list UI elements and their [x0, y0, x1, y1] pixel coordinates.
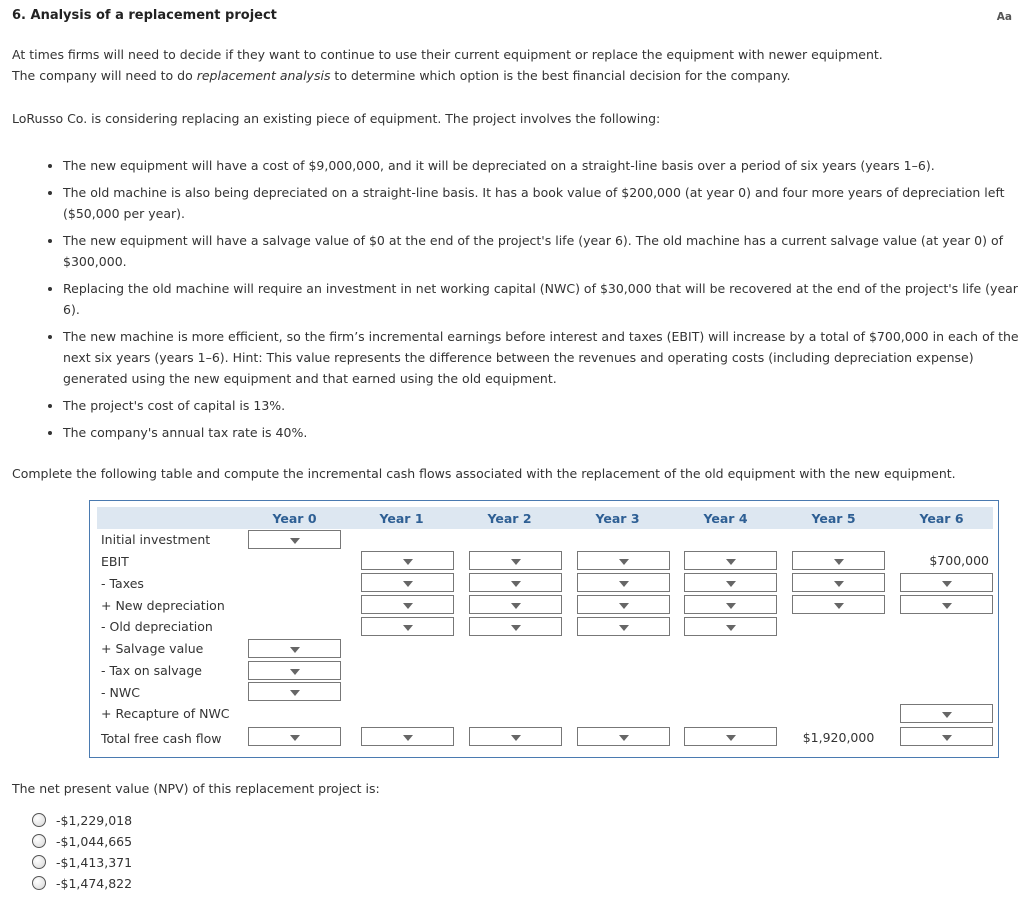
- row-label-recapture-nwc: + Recapture of NWC: [101, 706, 230, 721]
- intro-text: [12, 44, 883, 86]
- radio-button[interactable]: [32, 834, 46, 848]
- dropdown-initial-investment-year-0[interactable]: [248, 530, 341, 549]
- dropdown-new-depreciation-year-4[interactable]: [684, 595, 777, 614]
- list-item: • The company's annual tax rate is 40%.: [63, 422, 1024, 443]
- dropdown-taxes-year-4[interactable]: [684, 573, 777, 592]
- header-year-0: Year 0: [272, 511, 317, 526]
- header-year-4: Year 4: [703, 511, 748, 526]
- row-label-old-depreciation: - Old depreciation: [101, 619, 213, 634]
- instruction-text: Complete the following table and compute the incremental cash flows associated with the replacement of the old equipment with the new equipment.: [12, 466, 956, 481]
- header-year-6: Year 6: [919, 511, 964, 526]
- npv-option-3[interactable]: [32, 853, 132, 871]
- dropdown-new-depreciation-year-2[interactable]: [469, 595, 562, 614]
- row-label-taxes: - Taxes: [101, 576, 144, 591]
- row-label-ebit: EBIT: [101, 554, 129, 569]
- dropdown-ebit-year-5[interactable]: [792, 551, 885, 570]
- row-label-nwc: - NWC: [101, 685, 140, 700]
- dropdown-old-depreciation-year-2[interactable]: [469, 617, 562, 636]
- dropdown-total-fcf-year-1[interactable]: [361, 727, 454, 746]
- list-item: • The old machine is also being depreciated on a straight-line basis. It has a book value of $200,000 (at year 0) and four more years of depreciation left ($50,000 per year).: [63, 182, 1024, 224]
- dropdown-old-depreciation-year-4[interactable]: [684, 617, 777, 636]
- npv-option-4[interactable]: [32, 874, 132, 892]
- npv-option-1[interactable]: [32, 811, 132, 829]
- row-label-tax-on-salvage: - Tax on salvage: [101, 663, 202, 678]
- dropdown-ebit-year-1[interactable]: [361, 551, 454, 570]
- page-title: 6. Analysis of a replacement project: [12, 8, 277, 23]
- dropdown-new-depreciation-year-5[interactable]: [792, 595, 885, 614]
- dropdown-ebit-year-2[interactable]: [469, 551, 562, 570]
- dropdown-ebit-year-3[interactable]: [577, 551, 670, 570]
- total-fcf-year-5-value: $1,920,000: [802, 730, 875, 745]
- npv-option-label: -$1,044,665: [56, 833, 133, 849]
- list-item: • The new equipment will have a cost of $9,000,000, and it will be depreciated on a straight-line basis over a period of six years (years 1–6).: [63, 155, 1024, 176]
- dropdown-taxes-year-2[interactable]: [469, 573, 562, 592]
- dropdown-recapture-nwc-year-6[interactable]: [900, 704, 993, 723]
- radio-button[interactable]: [32, 813, 46, 827]
- dropdown-new-depreciation-year-6[interactable]: [900, 595, 993, 614]
- header-year-2: Year 2: [487, 511, 532, 526]
- dropdown-old-depreciation-year-3[interactable]: [577, 617, 670, 636]
- npv-question: The net present value (NPV) of this replacement project is:: [12, 781, 380, 796]
- npv-option-2[interactable]: [32, 832, 132, 850]
- dropdown-tax-on-salvage-year-0[interactable]: [248, 661, 341, 680]
- dropdown-taxes-year-6[interactable]: [900, 573, 993, 592]
- dropdown-old-depreciation-year-1[interactable]: [361, 617, 454, 636]
- npv-option-label: -$1,474,822: [56, 875, 133, 891]
- list-item: • The project's cost of capital is 13%.: [63, 395, 1024, 416]
- dropdown-total-fcf-year-6[interactable]: [900, 727, 993, 746]
- list-item: • Replacing the old machine will require an investment in net working capital (NWC) of $30,000 that will be recovered at the end of the project's life (year 6).: [63, 278, 1024, 320]
- dropdown-new-depreciation-year-3[interactable]: [577, 595, 670, 614]
- row-label-new-depreciation: + New depreciation: [101, 598, 225, 613]
- dropdown-total-fcf-year-2[interactable]: [469, 727, 562, 746]
- radio-button[interactable]: [32, 855, 46, 869]
- npv-option-label: -$1,413,371: [56, 854, 133, 870]
- dropdown-total-fcf-year-3[interactable]: [577, 727, 670, 746]
- list-item: • The new machine is more efficient, so the firm’s incremental earnings before interest and taxes (EBIT) will increase by a total of $700,000 in each of the next six years (years 1–6). Hint: This value represents the difference between the revenues and operating costs (including depreciation expense) generated using the new equipment and that earned using the old equipment.: [63, 326, 1024, 389]
- project-lead: LoRusso Co. is considering replacing an existing piece of equipment. The project involves the following:: [12, 111, 661, 126]
- npv-option-label: -$1,229,018: [56, 812, 133, 828]
- intro-line-1: At times firms will need to decide if they want to continue to use their current equipment or replace the equipment with newer equipment.: [12, 47, 883, 62]
- ebit-year-6-value: $700,000: [929, 553, 989, 568]
- list-item: • The new equipment will have a salvage value of $0 at the end of the project's life (year 6). The old machine has a current salvage value (at year 0) of $300,000.: [63, 230, 1024, 272]
- dropdown-salvage-value-year-0[interactable]: [248, 639, 341, 658]
- row-label-salvage-value: + Salvage value: [101, 641, 204, 656]
- row-label-initial-investment: Initial investment: [101, 532, 211, 547]
- dropdown-total-fcf-year-4[interactable]: [684, 727, 777, 746]
- dropdown-ebit-year-4[interactable]: [684, 551, 777, 570]
- radio-button[interactable]: [32, 876, 46, 890]
- dropdown-nwc-year-0[interactable]: [248, 682, 341, 701]
- dropdown-total-fcf-year-0[interactable]: [248, 727, 341, 746]
- header-year-5: Year 5: [811, 511, 856, 526]
- dropdown-taxes-year-5[interactable]: [792, 573, 885, 592]
- cash-flow-table: [89, 500, 999, 758]
- header-year-1: Year 1: [379, 511, 424, 526]
- intro-line-2: The company will need to do replacement analysis to determine which option is the best financial decision for the company.: [12, 68, 791, 83]
- row-label-total-fcf: Total free cash flow: [101, 731, 222, 746]
- dropdown-new-depreciation-year-1[interactable]: [361, 595, 454, 614]
- project-details-list: [44, 155, 1024, 449]
- replacement-analysis-term: replacement analysis: [196, 68, 331, 83]
- header-year-3: Year 3: [595, 511, 640, 526]
- dropdown-taxes-year-3[interactable]: [577, 573, 670, 592]
- dropdown-taxes-year-1[interactable]: [361, 573, 454, 592]
- font-size-toggle[interactable]: Aa: [996, 11, 1012, 23]
